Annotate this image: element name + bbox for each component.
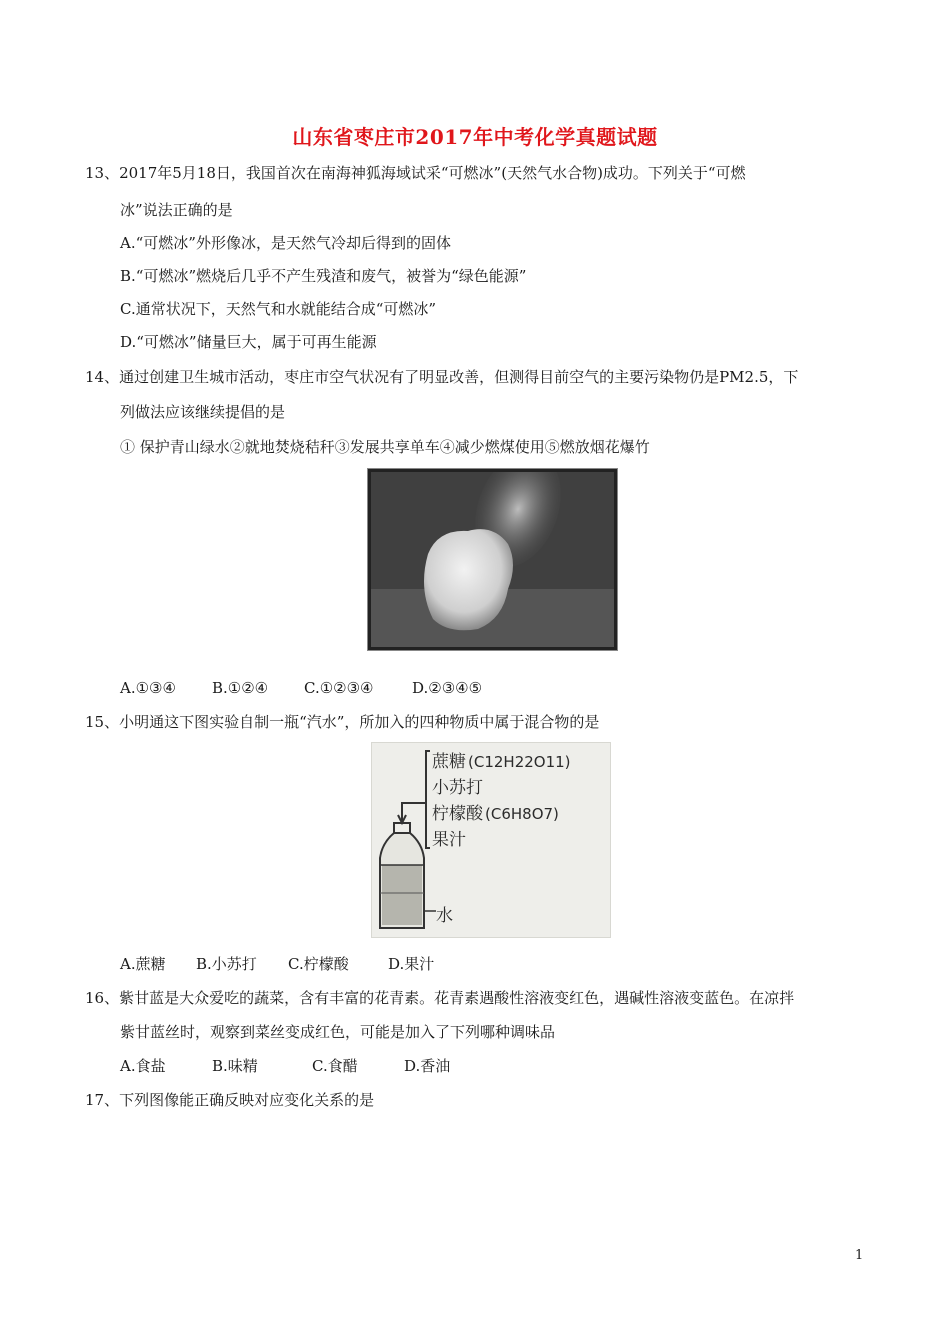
burning-ice-image (368, 469, 617, 650)
soda-experiment-figure (371, 742, 611, 938)
q13-option-d: D.“可燃冰”储量巨大，属于可再生能源 (120, 333, 377, 351)
q17-stem: 17、下列图像能正确反映对应变化关系的是 (85, 1091, 375, 1109)
q14-option-c: C.①②③④ (304, 679, 374, 697)
q13-stem-line1: 13、2017年5月18日，我国首次在南海神狐海域试采“可燃冰”(天然气水合物)成功。下列关于“可燃 (85, 164, 746, 182)
q13-option-b: B.“可燃冰”燃烧后几乎不产生残渣和废气，被誉为“绿色能源” (120, 267, 527, 285)
page-title: 山东省枣庄市2017年中考化学真题试题 (292, 125, 658, 149)
juice-label: 果汁 (432, 830, 466, 850)
q16-stem-line1: 16、紫甘蓝是大众爱吃的蔬菜，含有丰富的花青素。花青素遇酸性溶液变红色，遇碱性溶液变蓝色。在凉拌 (85, 989, 795, 1007)
q14-stem-line2: 列做法应该继续提倡的是 (120, 403, 286, 421)
q15-option-c: C.柠檬酸 (288, 955, 349, 973)
q15-option-b: B.小苏打 (196, 955, 257, 973)
bottle-diagram (372, 743, 610, 937)
burning-ice-photo (367, 468, 618, 651)
q16-option-c: C.食醋 (312, 1057, 358, 1075)
water-label: 水 (436, 906, 453, 926)
q13-option-c: C.通常状况下，天然气和水就能结合成“可燃冰” (120, 300, 437, 318)
q16-stem-line2: 紫甘蓝丝时，观察到菜丝变成红色，可能是加入了下列哪种调味品 (120, 1023, 556, 1041)
citric-acid-label: 柠檬酸 (C6H8O7) (432, 804, 559, 824)
q13-option-a: A.“可燃冰”外形像冰，是天然气冷却后得到的固体 (120, 234, 451, 252)
q16-options (120, 1056, 450, 1076)
sucrose-label: 蔗糖 (C12H22O11) (432, 752, 571, 772)
q14-options (120, 678, 482, 698)
q15-option-d: D.果汁 (388, 955, 435, 973)
q14-items: ① 保护青山绿水②就地焚烧秸秆③发展共享单车④减少燃煤使用⑤燃放烟花爆竹 (120, 438, 650, 456)
q15-stem: 15、小明通这下图实验自制一瓶“汽水”，所加入的四种物质中属于混合物的是 (85, 713, 600, 731)
q16-option-b: B.味精 (212, 1057, 258, 1075)
q15-option-a: A.蔗糖 (120, 955, 166, 973)
q14-stem-line1: 14、通过创建卫生城市活动，枣庄市空气状况有了明显改善，但测得目前空气的主要污染物仍是PM2.5，下 (85, 368, 799, 386)
q14-option-a: A.①③④ (120, 679, 176, 697)
q16-option-d: D.香油 (404, 1057, 451, 1075)
q13-stem-line2: 冰”说法正确的是 (120, 201, 233, 219)
q16-option-a: A.食盐 (120, 1057, 166, 1075)
page-number: 1 (855, 1248, 864, 1263)
q15-options (120, 954, 434, 974)
q14-option-b: B.①②④ (212, 679, 269, 697)
q14-option-d: D.②③④⑤ (412, 679, 483, 697)
baking-soda-label: 小苏打 (432, 778, 483, 798)
